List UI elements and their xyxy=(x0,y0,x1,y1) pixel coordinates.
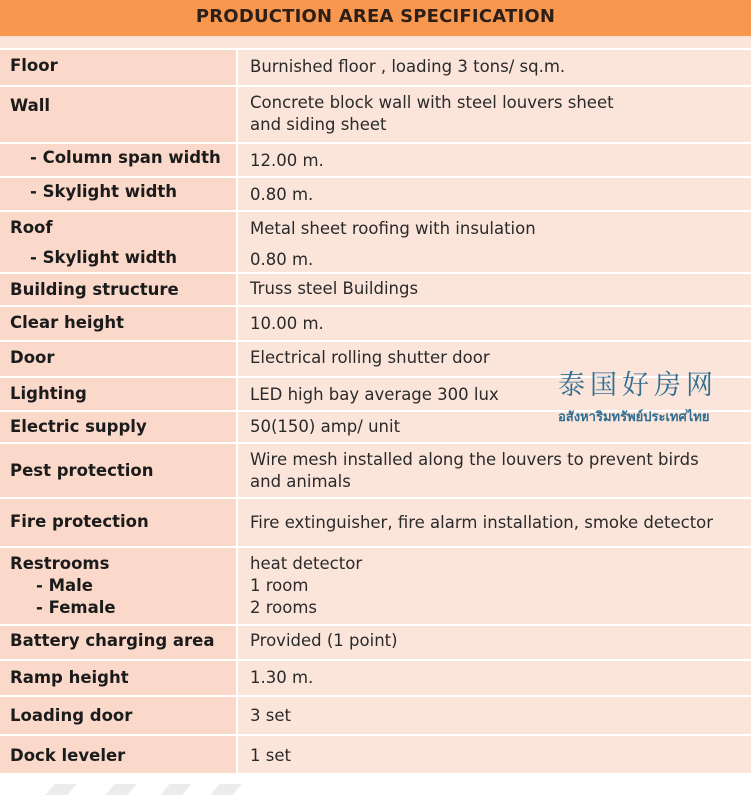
label-pest-protection: Pest protection xyxy=(0,444,238,497)
value-wall-line-2: and siding sheet xyxy=(250,115,387,134)
table-title: PRODUCTION AREA SPECIFICATION xyxy=(0,0,751,37)
value-pest-line-1: Wire mesh installed along the louvers to prevent birds xyxy=(250,450,699,469)
value-column-span-width: 12.00 m. xyxy=(238,144,751,176)
label-roof-skylight-width: - Skylight width xyxy=(30,248,178,267)
value-pest-protection xyxy=(238,444,751,497)
row-fire-protection xyxy=(0,499,751,548)
value-restrooms-line-3: 2 rooms xyxy=(250,598,318,617)
row-door xyxy=(0,342,751,378)
label-door: Door xyxy=(0,342,238,376)
value-roof: Metal sheet roofing with insulation xyxy=(250,219,536,238)
value-clear-height: 10.00 m. xyxy=(238,307,751,340)
value-restrooms xyxy=(238,548,751,624)
value-roof-group xyxy=(238,212,751,272)
label-wall: Wall xyxy=(0,87,238,142)
stripe-4 xyxy=(210,784,241,795)
value-ramp-height: 1.30 m. xyxy=(238,661,751,695)
label-loading-door: Loading door xyxy=(0,697,238,734)
label-battery-charging-area: Battery charging area xyxy=(0,626,238,659)
value-electric-supply: 50(150) amp/ unit xyxy=(238,412,751,442)
label-lighting: Lighting xyxy=(0,378,238,410)
watermark-chinese-text: 泰国好房网 xyxy=(558,370,718,401)
label-floor: Floor xyxy=(0,50,238,85)
header-spacer xyxy=(0,37,751,50)
label-restrooms-title: Restrooms xyxy=(10,554,110,573)
value-loading-door: 3 set xyxy=(238,697,751,734)
label-building-structure: Building structure xyxy=(0,274,238,305)
row-column-span-width xyxy=(0,144,751,178)
row-dock-leveler xyxy=(0,736,751,775)
value-lighting: LED high bay average 300 lux xyxy=(238,378,751,410)
row-roof xyxy=(0,212,751,274)
label-dock-leveler: Dock leveler xyxy=(0,736,238,773)
value-floor: Burnished floor , loading 3 tons/ sq.m. xyxy=(238,50,751,85)
row-battery-charging-area xyxy=(0,626,751,661)
stripe-3 xyxy=(160,784,191,795)
label-restrooms-female: - Female xyxy=(36,598,116,617)
value-wall-skylight-width: 0.80 m. xyxy=(238,178,751,210)
value-roof-skylight-width: 0.80 m. xyxy=(250,250,314,269)
row-loading-door xyxy=(0,697,751,736)
value-battery-charging-area: Provided (1 point) xyxy=(238,626,751,659)
value-restrooms-line-2: 1 room xyxy=(250,576,309,595)
label-roof-group xyxy=(0,212,238,272)
label-wall-skylight-width: - Skylight width xyxy=(0,178,238,210)
label-column-span-width: - Column span width xyxy=(0,144,238,176)
label-electric-supply: Electric supply xyxy=(0,412,238,442)
value-door: Electrical rolling shutter door xyxy=(238,342,751,376)
value-wall xyxy=(238,87,751,142)
label-roof: Roof xyxy=(10,218,53,237)
stripe-1 xyxy=(45,784,76,795)
row-lighting xyxy=(0,378,751,412)
row-building-structure xyxy=(0,274,751,307)
label-restrooms xyxy=(0,548,238,624)
row-clear-height xyxy=(0,307,751,342)
value-fire-protection: Fire extinguisher, fire alarm installation, smoke detector xyxy=(238,499,751,546)
watermark-thai-text: อสังหาริมทรัพย์ประเทศไทย xyxy=(558,410,710,425)
row-wall-skylight-width xyxy=(0,178,751,212)
value-restrooms-line-1: heat detector xyxy=(250,554,363,573)
row-wall xyxy=(0,87,751,144)
decorative-stripes xyxy=(0,784,751,795)
label-fire-protection: Fire protection xyxy=(0,499,238,546)
label-clear-height: Clear height xyxy=(0,307,238,340)
row-floor xyxy=(0,50,751,87)
value-dock-leveler: 1 set xyxy=(238,736,751,773)
value-pest-line-2: and animals xyxy=(250,472,351,491)
row-ramp-height xyxy=(0,661,751,697)
stripe-2 xyxy=(105,784,136,795)
label-restrooms-male: - Male xyxy=(36,576,93,595)
value-building-structure: Truss steel Buildings xyxy=(238,274,751,305)
label-ramp-height: Ramp height xyxy=(0,661,238,695)
row-electric-supply xyxy=(0,412,751,444)
row-pest-protection xyxy=(0,444,751,499)
row-restrooms xyxy=(0,548,751,626)
value-wall-line-1: Concrete block wall with steel louvers sheet xyxy=(250,93,614,112)
